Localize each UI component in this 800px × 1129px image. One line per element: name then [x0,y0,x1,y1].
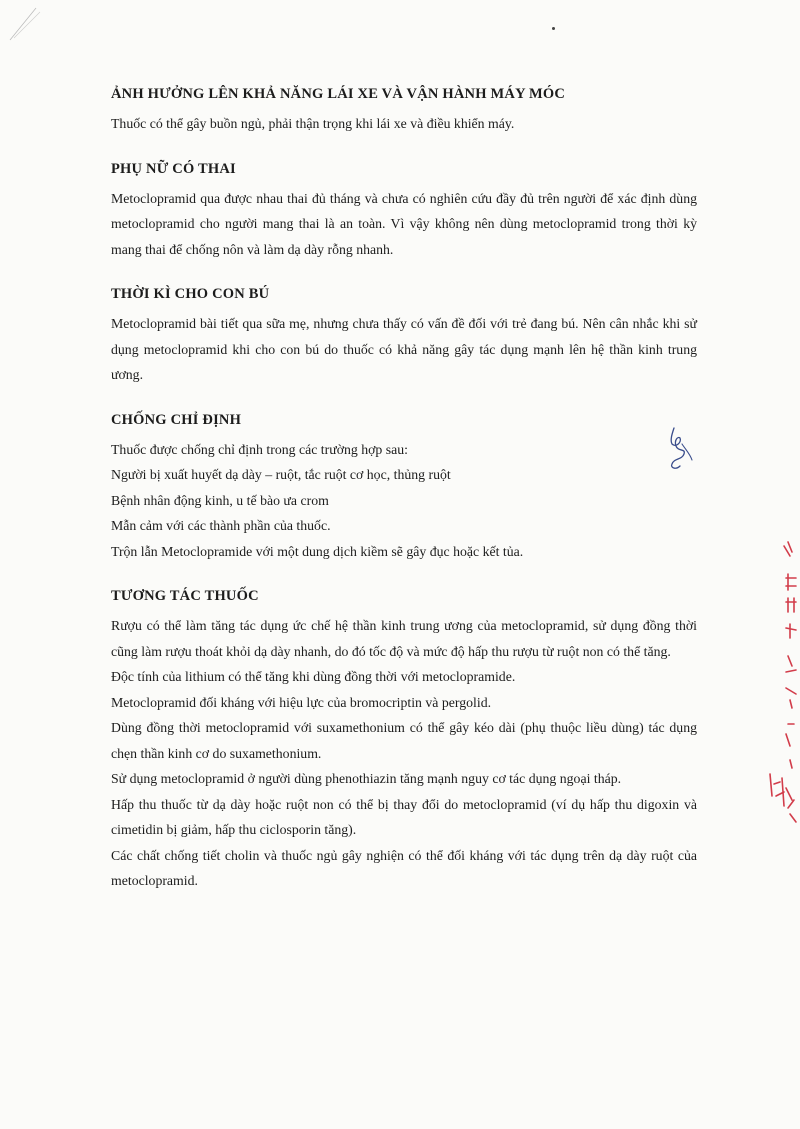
paragraph: Sử dụng metoclopramid ở người dùng phenothiazin tăng mạnh nguy cơ tác dụng ngoại tháp. [111,771,622,786]
section-heading: ẢNH HƯỞNG LÊN KHẢ NĂNG LÁI XE VÀ VẬN HÀNH MÁY MÓC [111,86,566,102]
section-heading: THỜI KÌ CHO CON BÚ [111,286,270,302]
text-line: Thuốc được chống chỉ định trong các trường hợp sau: [111,441,408,457]
paragraph: Hấp thu thuốc từ dạ dày hoặc ruột non có thể bị thay đổi do metoclopramid (ví dụ hấp thu digoxin và cimetidin bị giảm, hấp thu ciclosporin tăng). [111,796,697,837]
section-heading: CHỐNG CHỈ ĐỊNH [111,411,242,428]
section-pregnancy [111,159,697,263]
text-line: Trộn lẫn Metoclopramide với một dung dịch kiềm sẽ gây đục hoặc kết tủa. [111,543,524,559]
section-breastfeeding [111,284,697,388]
paragraph: Metoclopramid qua được nhau thai đủ tháng và chưa có nghiên cứu đầy đủ trên người để xác định dùng metoclopramid cho người mang thai là an toàn. Vì vậy không nên dùng metoclopramid trong thời kỳ mang thai để chống nôn và làm dạ dày rỗng nhanh. [111,190,697,257]
text-line: Thuốc có thể gây buồn ngủ, phải thận trọng khi lái xe và điều khiển máy. [111,116,515,131]
paragraph: Độc tính của lithium có thể tăng khi dùng đồng thời với metoclopramide. [111,669,516,684]
text-line: Mẫn cảm với các thành phần của thuốc. [111,518,331,533]
section-interactions [111,586,697,894]
scan-dot [552,27,555,30]
handwritten-initials-signature [656,424,696,472]
paragraph: Metoclopramid đối kháng với hiệu lực của bromocriptin và pergolid. [111,694,492,710]
section-driving [111,84,697,137]
section-contraindications [111,410,697,565]
paragraph: Rượu có thể làm tăng tác dụng ức chế hệ thần kinh trung ương của metoclopramid, sử dụng đồng thời cũng làm rượu thoát khỏi dạ dày nhanh, do đó tốc độ và mức độ hấp thu rượu từ ruột non có thể tăng. [111,618,697,659]
paragraph: Dùng đồng thời metoclopramid với suxamethonium có thể gây kéo dài (phụ thuộc liều dùng) tác dụng chẹn thần kinh cơ do suxamethonium. [111,720,697,761]
section-heading: TƯƠNG TÁC THUỐC [111,588,259,604]
red-stamp-edge [762,538,800,838]
paragraph: Metoclopramid bài tiết qua sữa mẹ, nhưng chưa thấy có vấn đề đối với trẻ đang bú. Nên cân nhắc khi sử dụng metoclopramid khi cho con bú do thuốc có khả năng gây tác dụng mạnh lên hệ thần kinh trung ương. [111,316,697,382]
document-body [111,84,697,916]
paragraph: Các chất chống tiết cholin và thuốc ngủ gây nghiện có thể đối kháng với tác dụng trên dạ dày ruột của metoclopramid. [111,847,697,888]
text-line: Người bị xuất huyết dạ dày – ruột, tắc ruột cơ học, thủng ruột [111,467,451,482]
scan-artifact-mark [6,4,46,44]
section-heading: PHỤ NỮ CÓ THAI [111,160,236,177]
text-line: Bệnh nhân động kinh, u tế bào ưa crom [111,492,329,508]
